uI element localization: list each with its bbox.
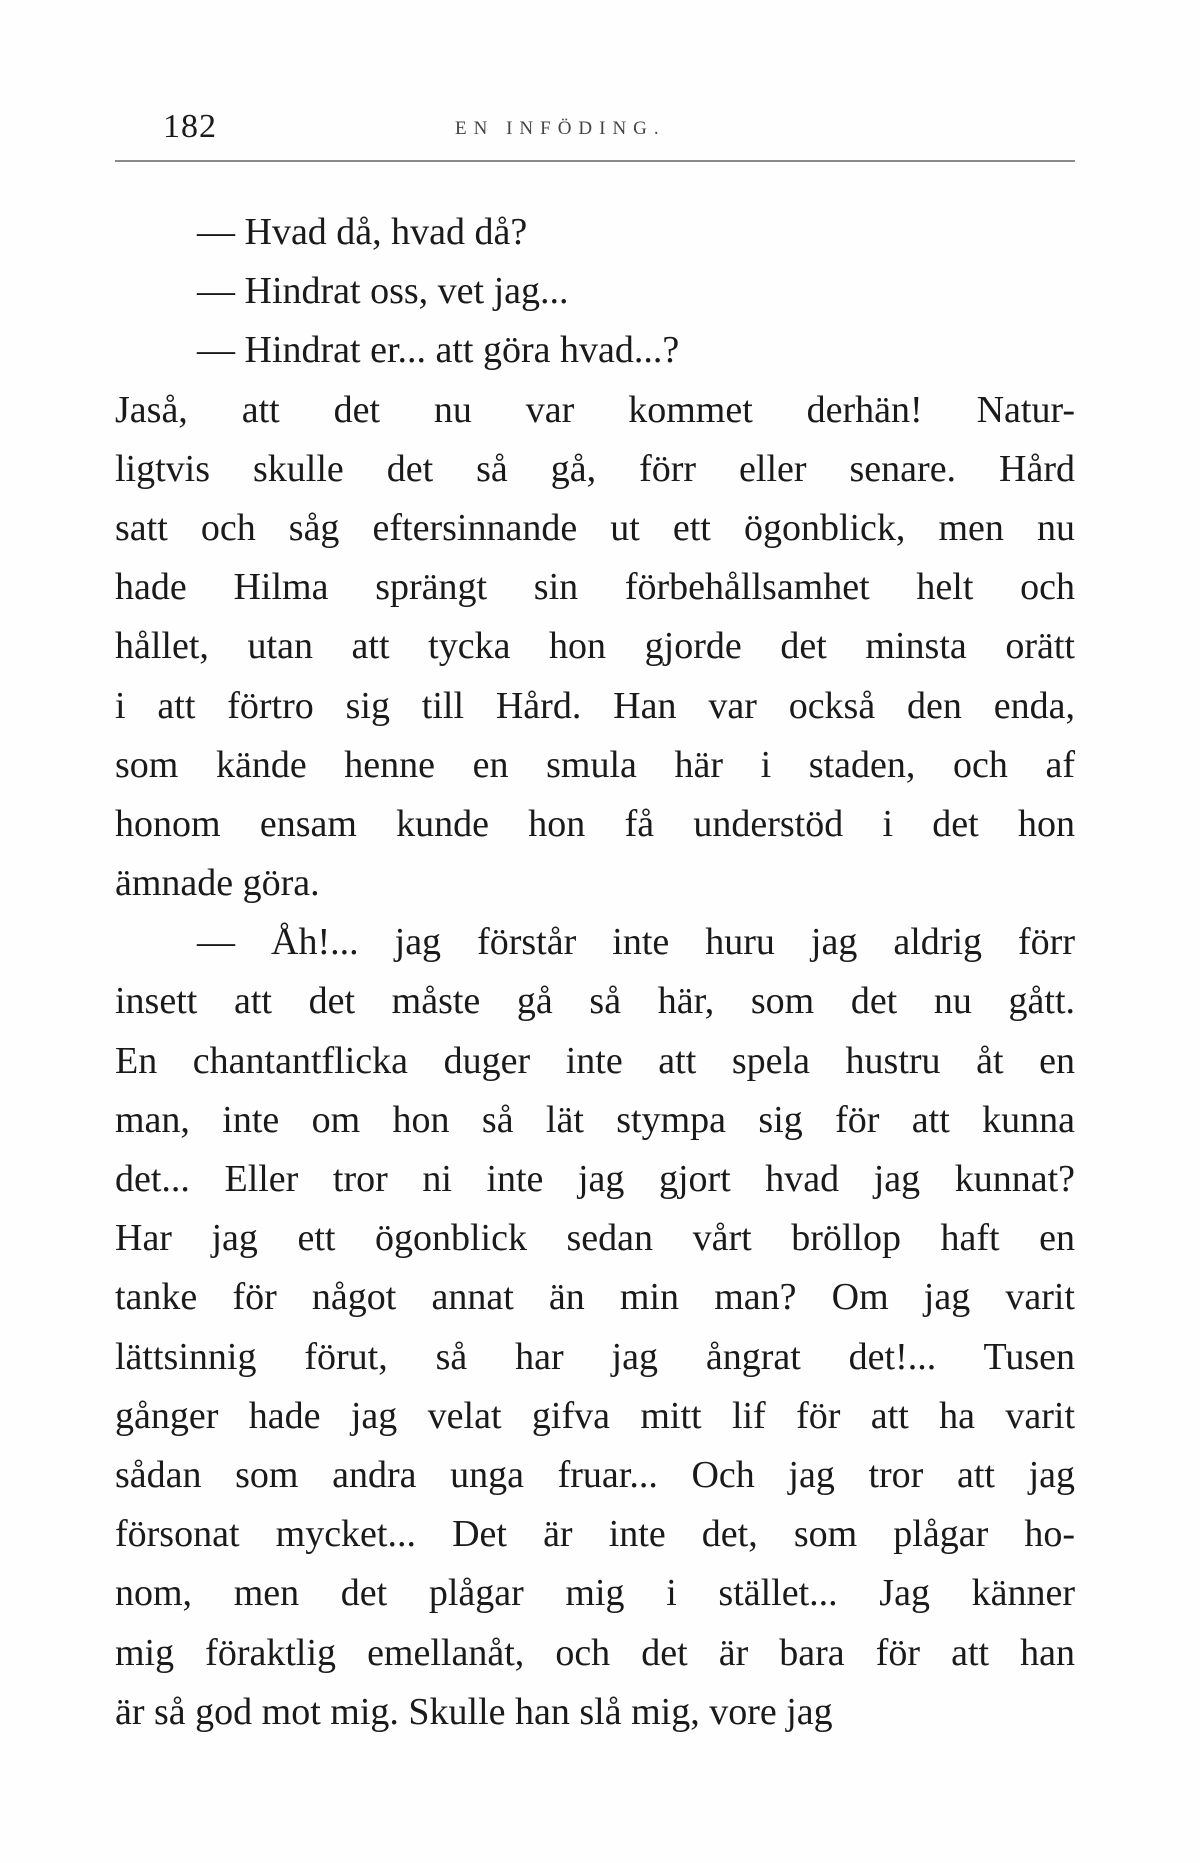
- page-header: [115, 100, 1075, 150]
- text-line: honom ensam kunde hon få understöd i det hon: [115, 802, 1075, 845]
- text-line: man, inte om hon så lät stympa sig för att kunna: [115, 1098, 1075, 1141]
- text-line: Har jag ett ögonblick sedan vårt bröllop haft en: [115, 1217, 1075, 1260]
- running-head: EN INFÖDING.: [455, 118, 666, 139]
- text-line: lättsinnig förut, så har jag ångrat det!... Tusen: [115, 1335, 1075, 1378]
- text-line: Jaså, att det nu var kommet derhän! Natur-: [115, 388, 1075, 431]
- text-line: — Åh!... jag förstår inte huru jag aldrig förr: [197, 921, 1075, 964]
- text-line: mig föraktlig emellanåt, och det är bara för att han: [115, 1631, 1075, 1674]
- text-line: nom, men det plågar mig i stället... Jag känner: [115, 1572, 1075, 1615]
- text-line: försonat mycket... Det är inte det, som plågar ho-: [115, 1513, 1075, 1556]
- text-line: tanke för något annat än min man? Om jag varit: [115, 1276, 1075, 1319]
- text-line: ligtvis skulle det så gå, förr eller senare. Hård: [115, 447, 1075, 490]
- body-text: [115, 203, 1075, 1742]
- text-line: insett att det måste gå så här, som det nu gått.: [115, 980, 1075, 1023]
- text-line: ämnade göra.: [115, 862, 320, 905]
- text-line: som kände henne en smula här i staden, och af: [115, 743, 1075, 786]
- text-line: sådan som andra unga fruar... Och jag tror att jag: [115, 1453, 1075, 1496]
- text-line: hade Hilma sprängt sin förbehållsamhet helt och: [115, 566, 1075, 609]
- text-line: — Hvad då, hvad då?: [197, 211, 528, 253]
- text-line: — Hindrat oss, vet jag...: [197, 270, 569, 313]
- text-line: det... Eller tror ni inte jag gjort hvad jag kunnat?: [115, 1158, 1075, 1200]
- page-number: 182: [163, 108, 217, 145]
- text-line: i att förtro sig till Hård. Han var också den enda,: [115, 684, 1075, 727]
- text-line: är så god mot mig. Skulle han slå mig, vore jag: [115, 1690, 833, 1733]
- text-line: hållet, utan att tycka hon gjorde det minsta orätt: [115, 625, 1075, 668]
- text-line: En chantantflicka duger inte att spela hustru åt en: [115, 1039, 1075, 1082]
- text-line: satt och såg eftersinnande ut ett ögonblick, men nu: [115, 506, 1075, 549]
- text-line: gånger hade jag velat gifva mitt lif för att ha varit: [115, 1394, 1075, 1437]
- header-rule: [115, 160, 1075, 162]
- text-line: — Hindrat er... att göra hvad...?: [197, 329, 680, 372]
